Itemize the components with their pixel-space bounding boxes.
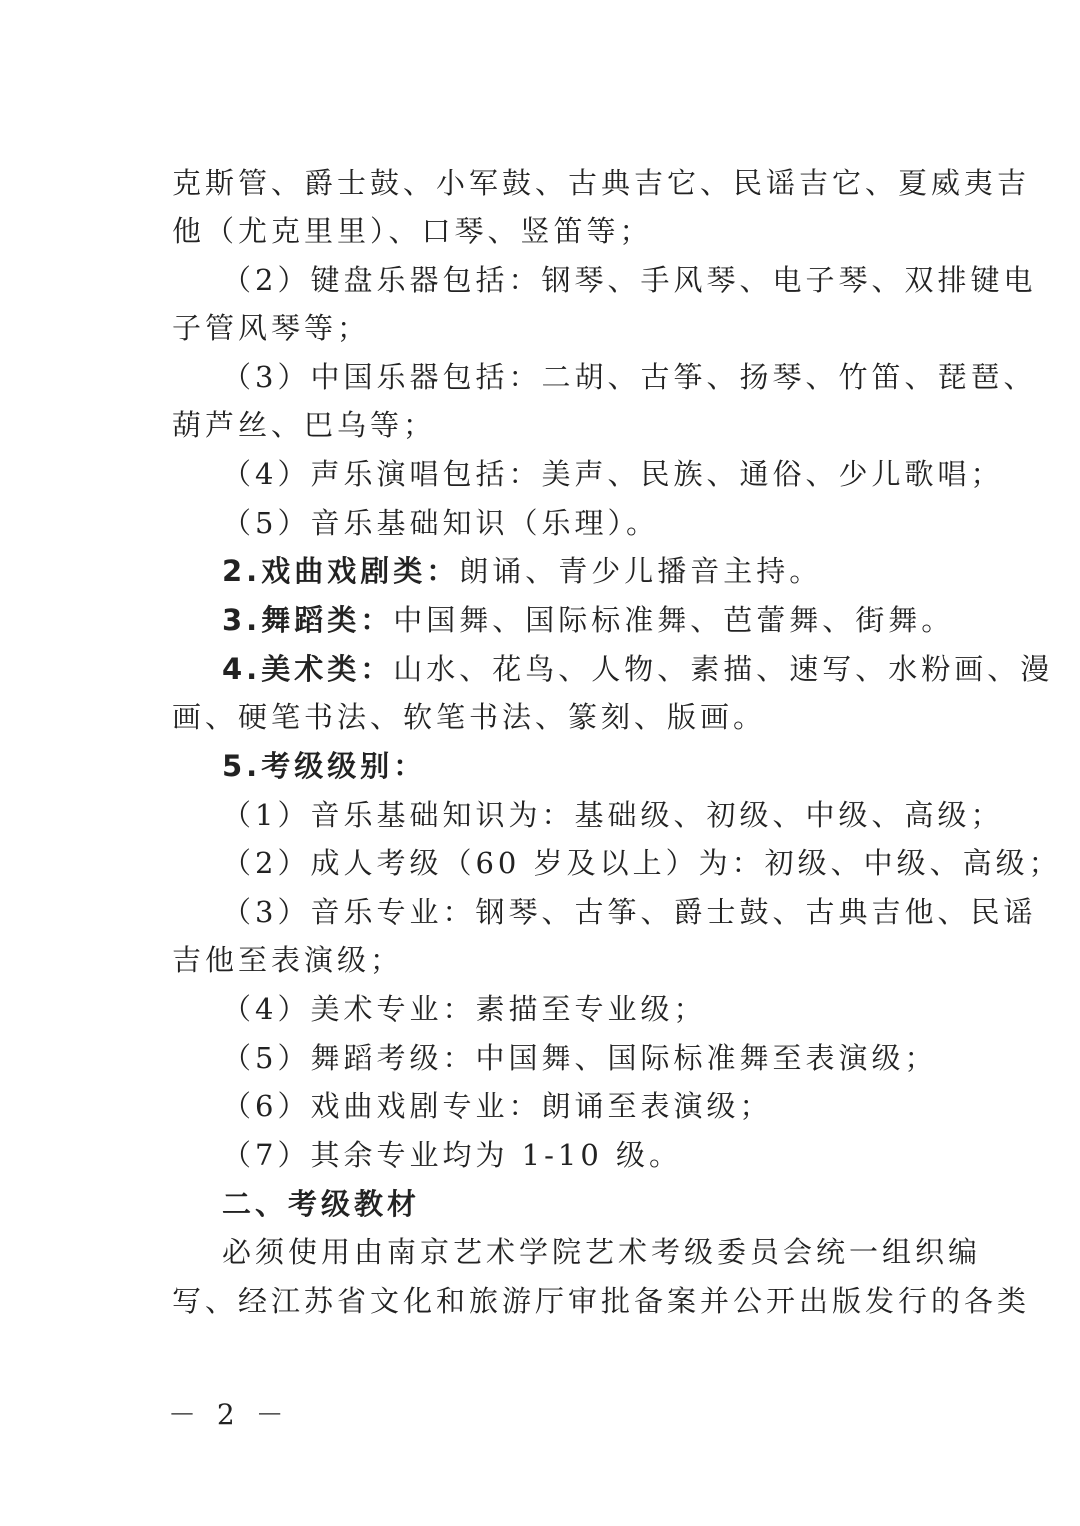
text-line [222, 649, 1054, 689]
line-text: 朗诵、青少儿播音主持。 [459, 554, 823, 588]
text-line [222, 357, 1037, 397]
text-line [172, 308, 902, 348]
line-text: 必须使用由南京艺术学院艺术考级委员会统一组织编 [222, 1235, 982, 1269]
line-text: （3）中国乐器包括：二胡、古筝、扬琴、竹笛、琵琶、 [222, 360, 1037, 394]
text-line [172, 1281, 1031, 1321]
line-text: 子管风琴等； [172, 311, 371, 345]
text-line [172, 940, 902, 980]
text-line [222, 1086, 952, 1126]
text-line [222, 746, 952, 786]
section-label: 5.考级级别： [222, 749, 427, 783]
line-text: 画、硬笔书法、软笔书法、篆刻、版画。 [172, 700, 767, 734]
text-line [222, 503, 952, 543]
line-text: （5）舞蹈考级：中国舞、国际标准舞至表演级； [222, 1041, 938, 1075]
text-line [222, 795, 1004, 835]
line-text: （7）其余专业均为 1-10 级。 [222, 1138, 683, 1172]
text-line [222, 1184, 952, 1224]
line-text: 写、经江苏省文化和旅游厅审批备案并公开出版发行的各类 [172, 1284, 1031, 1318]
line-text: （3）音乐专业：钢琴、古筝、爵士鼓、古典吉他、民谣 [222, 895, 1037, 929]
line-text: 葫芦丝、巴乌等； [172, 408, 437, 442]
line-text: （1）音乐基础知识为：基础级、初级、中级、高级； [222, 798, 1004, 832]
page-number: － 2 － [168, 1398, 290, 1431]
line-text: 中国舞、国际标准舞、芭蕾舞、街舞。 [393, 603, 955, 637]
line-text: （5）音乐基础知识（乐理）。 [222, 506, 659, 540]
section-label: 4.美术类： [222, 652, 394, 686]
text-line [222, 1038, 952, 1078]
text-line [172, 405, 902, 445]
text-line [222, 1232, 982, 1272]
text-line [222, 1135, 952, 1175]
line-text: 他（尤克里里）、口琴、竖笛等； [172, 214, 653, 248]
section-heading: 二、考级教材 [222, 1187, 421, 1221]
line-text: （4）美术专业：素描至专业级； [222, 992, 707, 1026]
line-text: （6）戏曲戏剧专业：朗诵至表演级； [222, 1089, 773, 1123]
text-line [222, 600, 955, 640]
section-label: 3.舞蹈类： [222, 603, 394, 637]
section-label: 2.戏曲戏剧类： [222, 554, 460, 588]
text-line [172, 163, 1031, 203]
text-line [172, 697, 902, 737]
line-text: 吉他至表演级； [172, 943, 404, 977]
text-line [222, 892, 1037, 932]
text-line [222, 551, 952, 591]
line-text: （2）成人考级（60 岁及以上）为：初级、中级、高级； [222, 846, 1062, 880]
line-text: 克斯管、爵士鼓、小军鼓、古典吉它、民谣吉它、夏威夷吉 [172, 166, 1031, 200]
line-text: （4）声乐演唱包括：美声、民族、通俗、少儿歌唱； [222, 457, 1004, 491]
text-line [222, 260, 1037, 300]
line-text: （2）键盘乐器包括：钢琴、手风琴、电子琴、双排键电 [222, 263, 1037, 297]
text-line [172, 211, 902, 251]
text-line [222, 454, 1004, 494]
line-text: 山水、花鸟、人物、素描、速写、水粉画、漫 [393, 652, 1054, 686]
text-line [222, 989, 952, 1029]
text-line [222, 843, 1062, 883]
